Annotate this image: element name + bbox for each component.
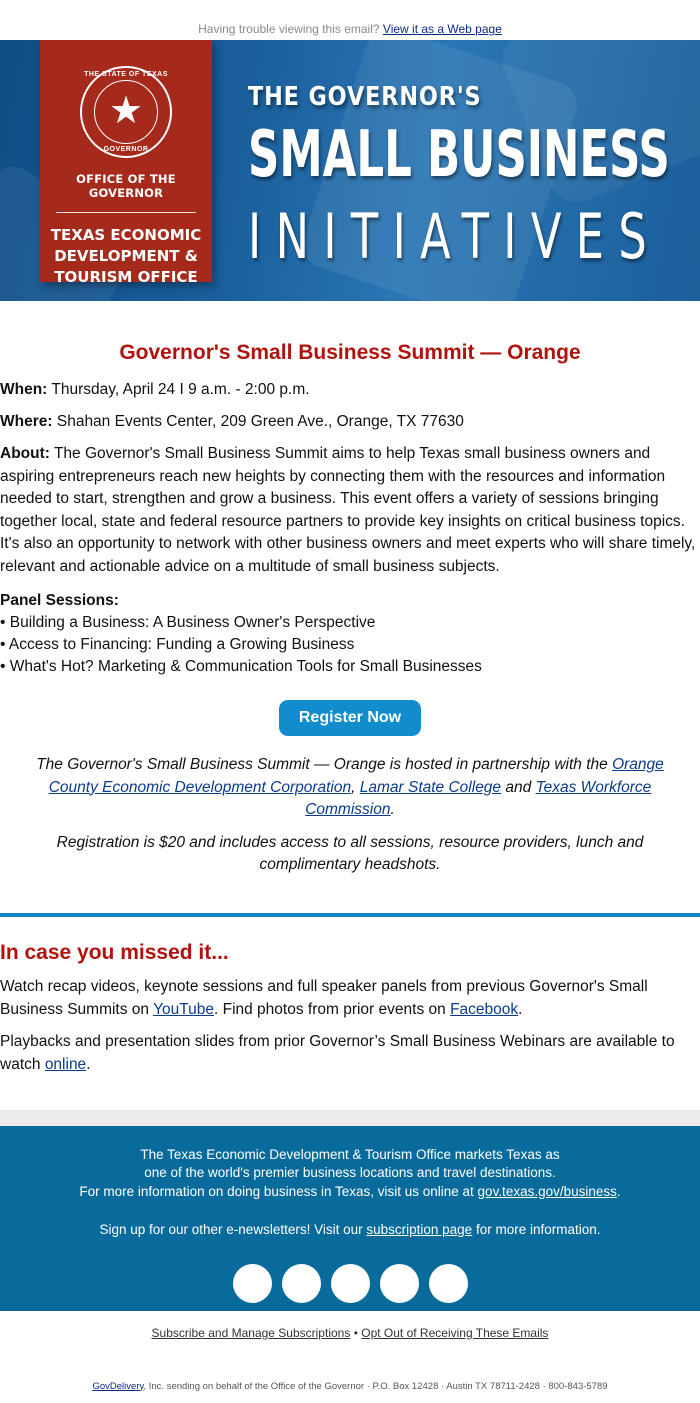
when-value: Thursday, April 24 I 9 a.m. - 2:00 p.m. [51,381,310,398]
social-links [0,1264,700,1303]
preheader-text: Having trouble viewing this email? [198,22,380,36]
tedto-line: DEVELOPMENT & [54,247,198,265]
missed-text: . [518,1000,523,1018]
about-value: The Governor's Small Business Summit aims to help Texas small business owners and aspiring entrepreneurs reach new heights by connecting them with the resources and information needed to start, strengthen and grow a business. This event offers a variety of sessions bringing together local, state and federal resource partners to provide key insights on critical business topics. It's also an opportunity to network with other business owners and meet experts who will share timely, relevant and actionable advice on a multitude of small business subjects. [0,445,696,575]
where-value: Shahan Events Center, 209 Green Ave., Orange, TX 77630 [56,413,464,430]
signup-line [0,1221,700,1240]
subscribe-manage-link[interactable]: Subscribe and Manage Subscriptions [151,1325,351,1340]
subscription-page-link[interactable]: subscription page [366,1222,473,1237]
when-label: When: [0,381,48,398]
footer [0,1126,700,1311]
register-now-button[interactable]: Register Now [279,700,421,736]
missed-text: Playbacks and presentation slides from prior Governor’s Small Business Webinars are available to watch [0,1032,675,1073]
missed-text: . Find photos from prior events on [213,1000,446,1018]
footer-line [0,1183,700,1202]
online-link[interactable]: online [44,1055,87,1073]
subscription-links [0,1311,700,1381]
list-item: • What's Hot? Marketing & Communication Tools for Small Businesses [0,658,482,675]
header-banner [0,40,700,301]
youtube-icon[interactable]: You Tube [380,1264,419,1303]
event-about [0,443,700,578]
x-icon[interactable]: 𝕏 [233,1264,272,1303]
event-section [0,301,700,877]
partner-link-lamar-state-college[interactable]: Lamar State College [359,778,502,796]
registration-note: Registration is $20 and includes access to all sessions, resource providers, lunch and complimentary headshots. [56,833,644,873]
youtube-link[interactable]: YouTube [153,1000,214,1018]
missed-paragraph-1 [0,975,700,1021]
seal-bottom-text: GOVERNOR [103,146,149,153]
list-item: • Access to Financing: Funding a Growing Business [0,636,355,653]
partner-and: and [505,778,532,796]
partner-end: . [390,801,395,818]
footer-text: For more information on doing business in Texas, visit us online at [79,1183,474,1199]
state-seal-icon: THE STATE OF TEXAS ★ GOVERNOR [80,66,172,158]
tedto-label [40,225,212,288]
footer-separator [0,1110,700,1126]
where-label: Where: [0,413,53,430]
about-label: About: [0,445,50,462]
facebook-link[interactable]: Facebook [450,1000,519,1018]
linkedin-icon[interactable]: in [429,1264,468,1303]
tedto-line: TEXAS ECONOMIC [50,226,202,244]
footer-text: for more information. [475,1222,601,1237]
footer-text: . [616,1183,621,1199]
legal-footer [0,1381,700,1392]
banner-headline-3: INITIATIVES [248,200,662,273]
link-separator: • [353,1325,358,1340]
missed-text: Watch recap videos, keynote sessions and full speaker panels from previous Governor's Small Business Summits on [0,977,648,1018]
partner-separator: , [351,778,356,796]
missed-text: . [86,1055,91,1073]
event-when [0,379,700,401]
banner-headline-1: THE GOVERNOR'S [248,82,482,112]
facebook-icon[interactable]: f [282,1264,321,1303]
opt-out-link[interactable]: Opt Out of Receiving These Emails [361,1325,549,1340]
banner-headline-2: SMALL BUSINESS [248,118,670,192]
missed-heading: In case you missed it... [0,940,229,964]
list-item: • Building a Business: A Business Owner's Perspective [0,614,376,631]
footer-line: one of the world's premier business locations and travel destinations. [144,1165,556,1180]
seal-top-text: THE STATE OF TEXAS [84,71,168,78]
partner-prefix: The Governor's Small Business Summit — Orange is hosted in partnership with the [36,756,608,773]
missed-section [0,917,700,1076]
event-where [0,411,700,433]
partner-link-orange-county-edc[interactable]: Orange County Economic Development Corporation [48,756,664,796]
panel-sessions-list [0,612,700,678]
gov-texas-business-link[interactable]: gov.texas.gov/business [477,1183,617,1199]
legal-text: , Inc. sending on behalf of the Office of the Governor · P.O. Box 12428 · Austin TX 78711-2428 · 800-843-5789 [143,1380,608,1392]
govdelivery-link[interactable]: GovDelivery [92,1380,144,1392]
preheader [0,0,700,40]
footer-line: The Texas Economic Development & Tourism Office markets Texas as [140,1146,560,1162]
panel-sessions-heading: Panel Sessions: [0,592,119,609]
instagram-icon[interactable]: ◎ [331,1264,370,1303]
partner-link-texas-workforce-commission[interactable]: Texas Workforce Commission [305,778,652,818]
governor-logo-box [40,40,212,286]
office-of-governor-label: OFFICE OF THE GOVERNOR [56,172,196,213]
missed-paragraph-2 [0,1030,700,1076]
view-web-page-link[interactable]: View it as a Web page [382,22,502,36]
partner-note [0,754,700,822]
tedto-line: TOURISM OFFICE [54,268,198,286]
footer-text: Sign up for our other e-newsletters! Visit our [99,1222,363,1237]
event-title: Governor's Small Business Summit — Orange [119,341,581,364]
